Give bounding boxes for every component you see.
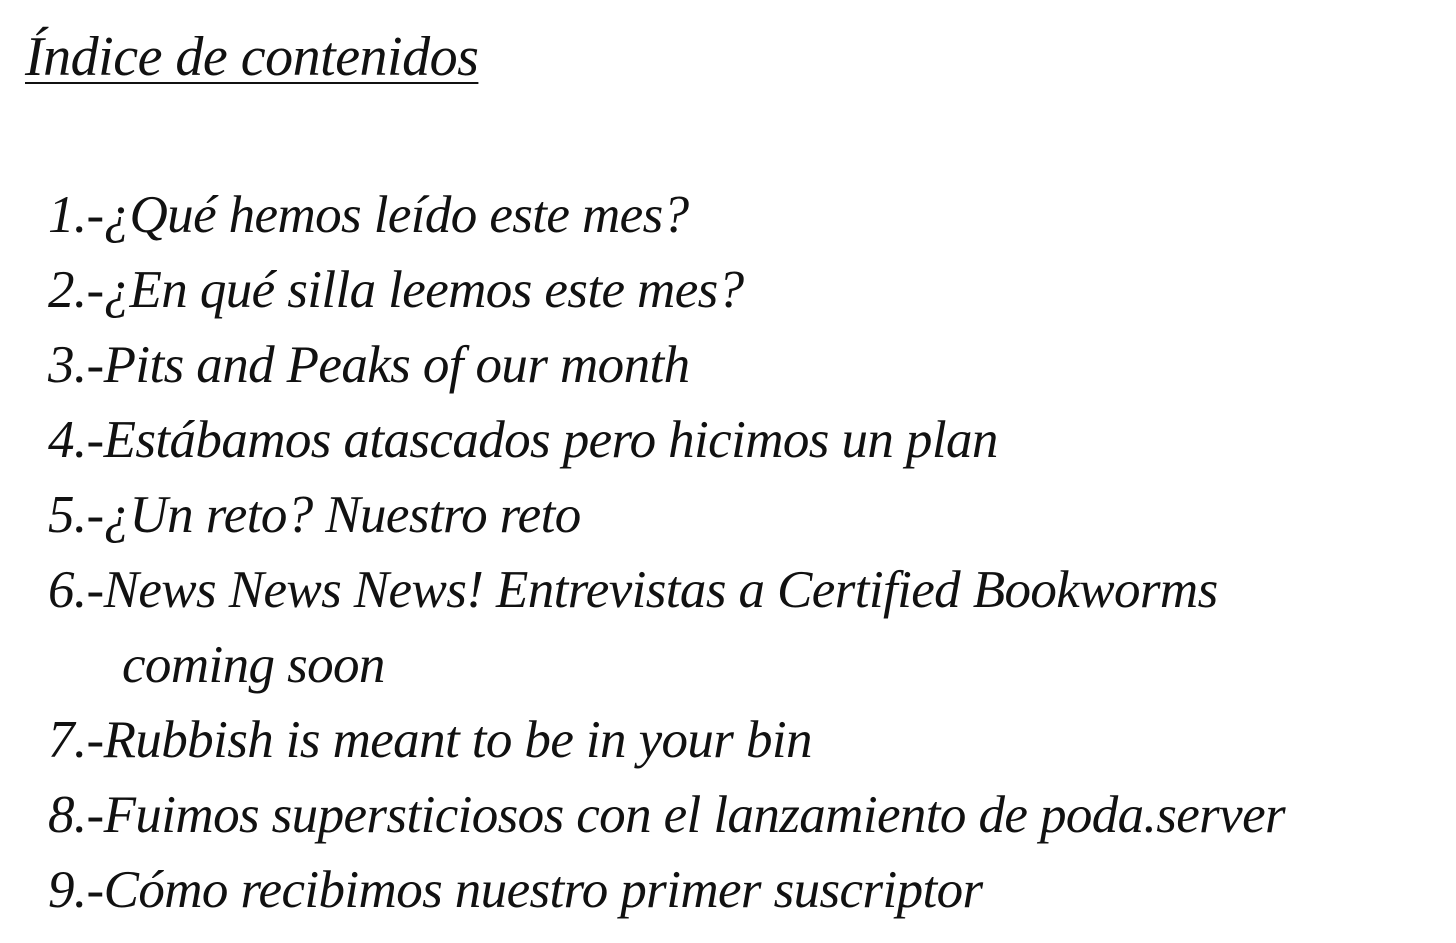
toc-item-3 [48,328,1285,403]
toc-item-text: 1.-¿Qué hemos leído este mes? [48,186,689,244]
toc-item-text: 4.-Estábamos atascados pero hicimos un plan [48,411,998,469]
toc-item-8 [48,778,1285,853]
toc-item-7 [48,703,1285,778]
toc-item-text: 9.-Cómo recibimos nuestro primer suscriptor [48,861,983,919]
toc-item-text: 8.-Fuimos supersticiosos con el lanzamiento de poda.server [48,786,1286,844]
toc-item-text: 3.-Pits and Peaks of our month [48,336,690,394]
toc-item-continuation: coming soon [122,636,385,694]
toc-item-1 [48,178,1285,253]
toc-list [48,178,1285,928]
toc-item-text: 6.-News News News! Entrevistas a Certified Bookworms [48,561,1218,619]
toc-item-text: 5.-¿Un reto? Nuestro reto [48,486,581,544]
toc-item-4 [48,403,1285,478]
toc-item-2 [48,253,1285,328]
toc-item-text: 7.-Rubbish is meant to be in your bin [48,711,812,769]
toc-item-5 [48,478,1285,553]
toc-item-6 [48,553,1285,703]
toc-title: Índice de contenidos [25,26,479,88]
toc-item-text: 2.-¿En qué silla leemos este mes? [48,261,744,319]
toc-item-9 [48,853,1285,928]
